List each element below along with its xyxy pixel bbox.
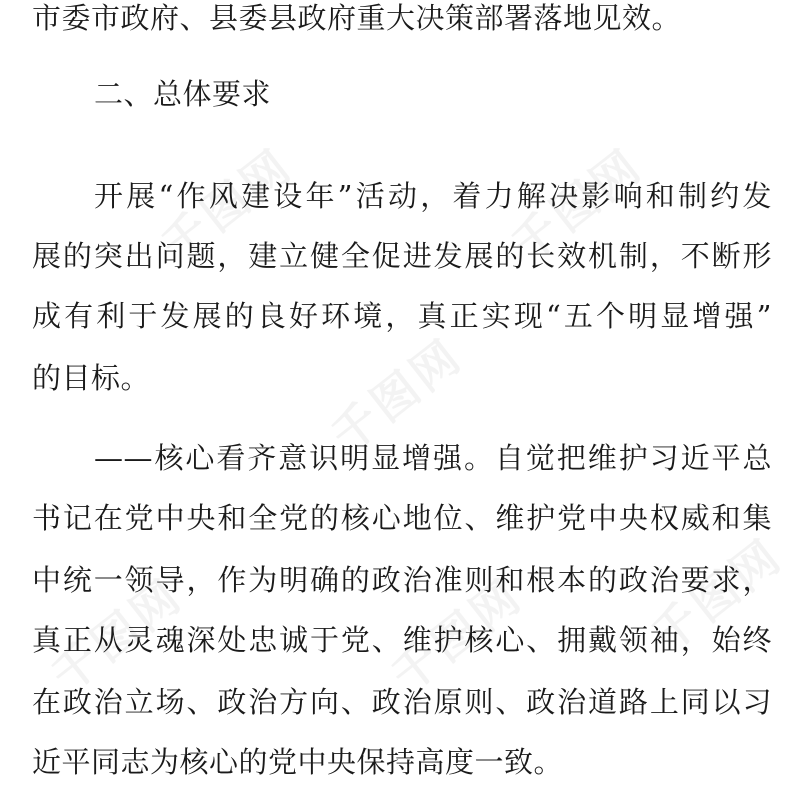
body-line-3: 展的突出问题，建立健全促进发展的长效机制，不断形	[32, 239, 772, 273]
body-line-10: 在政治立场、政治方向、政治原则、政治道路上同以习	[32, 685, 772, 719]
body-line-1: 市委市政府、县委县政府重大决策部署落地见效。	[32, 1, 682, 35]
body-line-9: 真正从灵魂深处忠诚于党、维护核心、拥戴领袖，始终	[32, 623, 772, 657]
body-line-5: 的目标。	[32, 361, 151, 395]
body-line-2: 开展“作风建设年”活动，着力解决影响和制约发	[94, 179, 772, 213]
watermark-5: 千图网	[381, 567, 533, 703]
watermark-4: 千图网	[41, 567, 193, 703]
body-line-7: 书记在党中央和全党的核心地位、维护党中央权威和集	[32, 501, 772, 535]
watermark-3: 千图网	[321, 327, 473, 463]
body-line-8: 中统一领导，作为明确的政治准则和根本的政治要求，	[32, 563, 772, 597]
body-line-4: 成有利于发展的良好环境，真正实现“五个明显增强”	[32, 299, 772, 333]
watermark-2: 千图网	[501, 137, 653, 273]
body-line-11: 近平同志为核心的党中央保持高度一致。	[32, 745, 564, 779]
section-heading: 二、总体要求	[94, 77, 272, 111]
watermark-6: 千图网	[641, 527, 793, 663]
body-line-6: ——核心看齐意识明显增强。自觉把维护习近平总	[94, 441, 772, 475]
watermark-1: 千图网	[151, 137, 303, 273]
